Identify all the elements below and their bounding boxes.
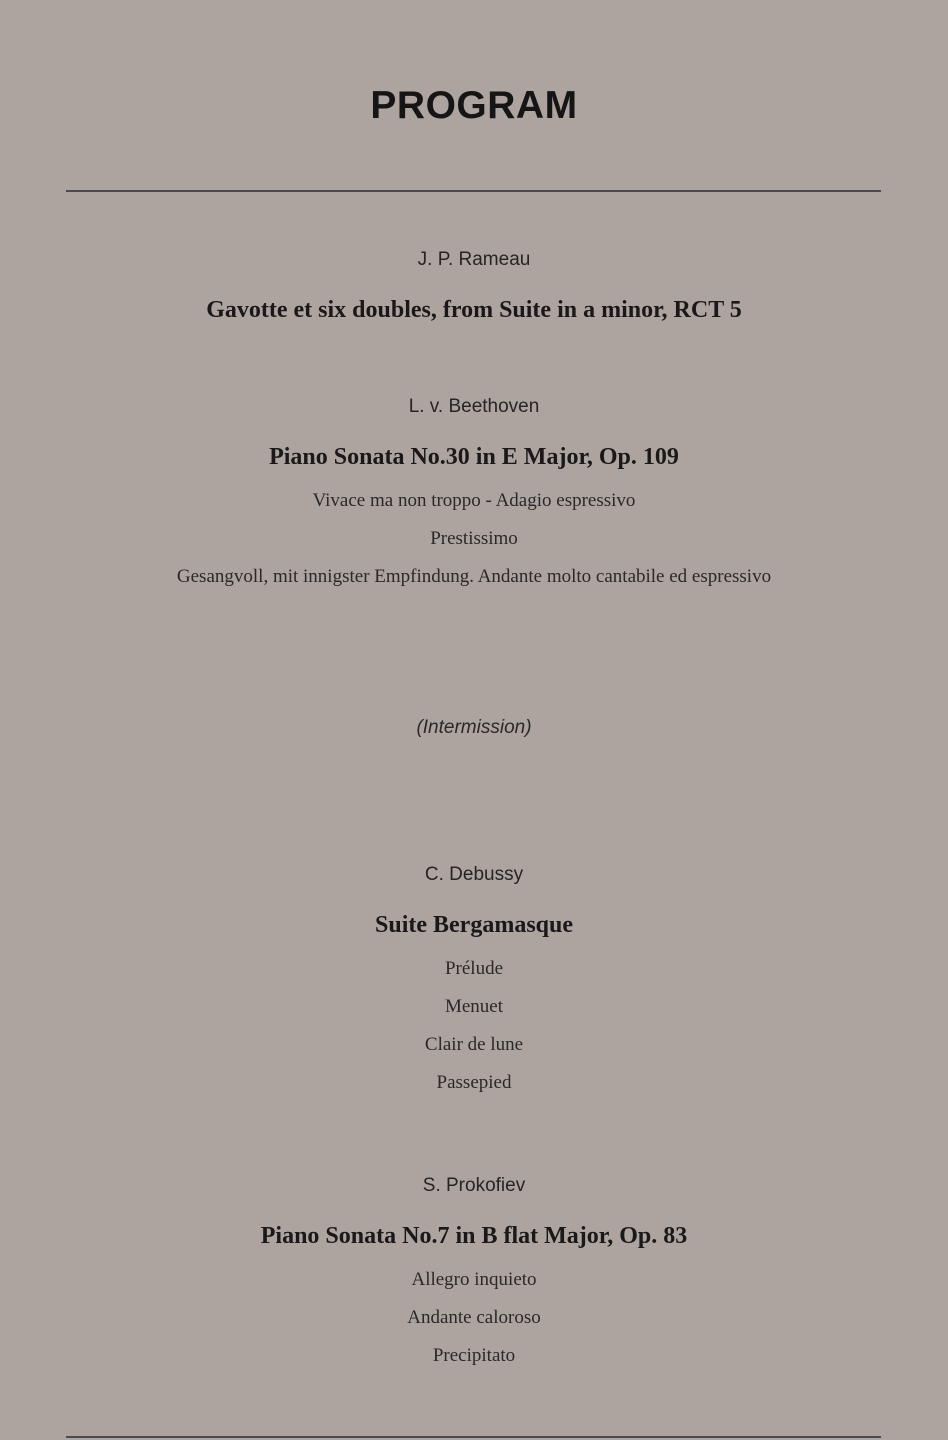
movement-item: Menuet	[444, 996, 504, 1017]
movement-list	[0, 482, 948, 596]
program-piece-rameau	[0, 248, 948, 325]
movement-list	[0, 950, 948, 1102]
movement-item: Vivace ma non troppo - Adagio espressivo	[312, 490, 636, 511]
movement-item: Prélude	[444, 958, 504, 979]
work-title: Suite Bergamasque	[375, 912, 573, 938]
work-title: Piano Sonata No.30 in E Major, Op. 109	[269, 444, 679, 470]
work-title: Gavotte et six doubles, from Suite in a minor, RCT 5	[206, 297, 742, 323]
program-piece-debussy	[0, 863, 948, 1102]
composer-name: C. Debussy	[424, 864, 524, 885]
movement-item: Clair de lune	[424, 1034, 524, 1055]
top-divider	[66, 190, 881, 192]
movement-item: Passepied	[436, 1072, 512, 1093]
bottom-divider	[66, 1436, 881, 1438]
movement-item: Andante caloroso	[407, 1307, 541, 1328]
page-title: PROGRAM	[370, 84, 578, 127]
movement-item: Precipitato	[432, 1345, 516, 1366]
composer-name: S. Prokofiev	[422, 1175, 526, 1196]
movement-item: Prestissimo	[430, 528, 518, 549]
movement-list	[0, 1261, 948, 1375]
program-piece-beethoven	[0, 395, 948, 596]
work-title: Piano Sonata No.7 in B flat Major, Op. 83	[260, 1223, 688, 1249]
program-piece-prokofiev	[0, 1174, 948, 1375]
movement-item: Gesangvoll, mit innigster Empfindung. Andante molto cantabile ed espressivo	[176, 566, 772, 587]
movement-item: Allegro inquieto	[411, 1269, 537, 1290]
composer-name: J. P. Rameau	[417, 249, 531, 270]
composer-name: L. v. Beethoven	[408, 396, 540, 417]
intermission-note: (Intermission)	[416, 717, 532, 738]
